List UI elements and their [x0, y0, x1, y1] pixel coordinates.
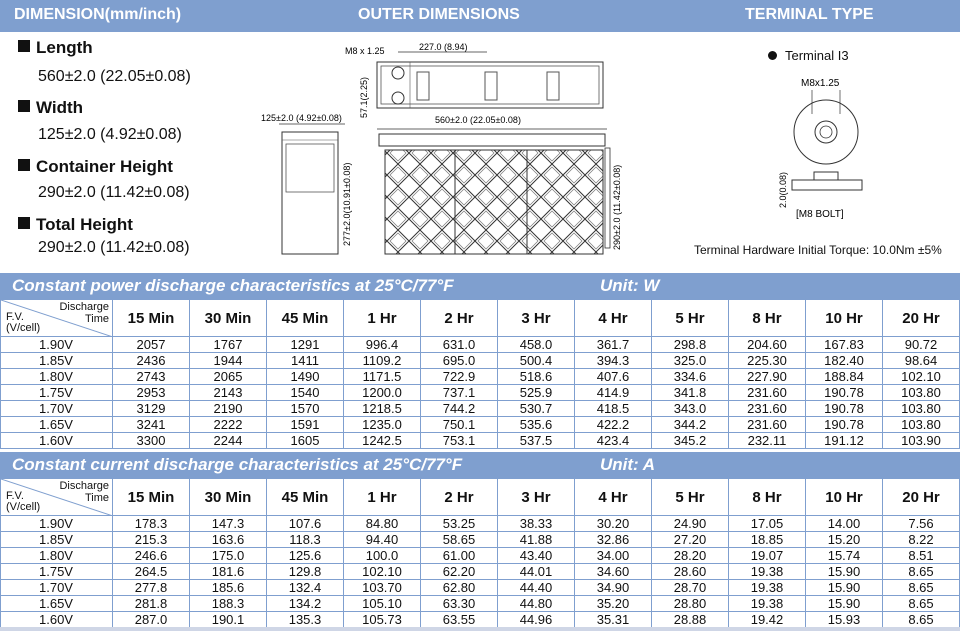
value-cell: 188.3	[190, 596, 267, 612]
value-cell: 105.73	[344, 612, 421, 628]
power-discharge-table	[0, 299, 960, 449]
value-cell: 103.80	[883, 385, 960, 401]
value-cell: 181.6	[190, 564, 267, 580]
value-cell: 1944	[190, 353, 267, 369]
value-cell: 182.40	[806, 353, 883, 369]
value-cell: 15.74	[806, 548, 883, 564]
side-height-label: 277±2.0(10.91±0.08)	[342, 162, 352, 246]
table-row	[1, 353, 960, 369]
col-header: 30 Min	[190, 300, 267, 337]
value-cell: 35.20	[575, 596, 652, 612]
value-cell: 8.65	[883, 580, 960, 596]
value-cell: 1171.5	[344, 369, 421, 385]
final-voltage-cell: 1.85V	[1, 532, 113, 548]
bullet-square-icon	[18, 217, 30, 229]
terminal-height-label: 2.0(0.08)	[778, 171, 788, 208]
corner-discharge-time: Discharge Time	[59, 301, 109, 325]
value-cell: 103.80	[883, 417, 960, 433]
total-height-label: Total Height	[18, 215, 133, 235]
value-cell: 34.60	[575, 564, 652, 580]
current-discharge-table	[0, 478, 960, 628]
value-cell: 264.5	[113, 564, 190, 580]
final-voltage-cell: 1.75V	[1, 564, 113, 580]
width-value: 125±2.0 (4.92±0.08)	[38, 126, 182, 143]
container-height-label: Container Height	[18, 157, 173, 177]
current-table-title: Constant current discharge characteristics at 25°C/77°F	[12, 455, 463, 474]
value-cell: 231.60	[729, 401, 806, 417]
value-cell: 19.38	[729, 564, 806, 580]
value-cell: 135.3	[267, 612, 344, 628]
col-header: 8 Hr	[729, 479, 806, 516]
final-voltage-cell: 1.75V	[1, 385, 113, 401]
value-cell: 8.65	[883, 612, 960, 628]
value-cell: 325.0	[652, 353, 729, 369]
value-cell: 84.80	[344, 516, 421, 532]
value-cell: 30.20	[575, 516, 652, 532]
power-table-header	[0, 273, 960, 299]
value-cell: 19.07	[729, 548, 806, 564]
total-height-value: 290±2.0 (11.42±0.08)	[38, 239, 190, 256]
value-cell: 44.80	[498, 596, 575, 612]
value-cell: 361.7	[575, 337, 652, 353]
value-cell: 1200.0	[344, 385, 421, 401]
top-view	[345, 42, 603, 118]
value-cell: 53.25	[421, 516, 498, 532]
col-header: 15 Min	[113, 300, 190, 337]
value-cell: 1109.2	[344, 353, 421, 369]
value-cell: 185.6	[190, 580, 267, 596]
value-cell: 167.83	[806, 337, 883, 353]
col-header: 1 Hr	[344, 479, 421, 516]
table-row	[1, 580, 960, 596]
power-table-unit: Unit: W	[600, 276, 660, 295]
value-cell: 530.7	[498, 401, 575, 417]
value-cell: 341.8	[652, 385, 729, 401]
value-cell: 1218.5	[344, 401, 421, 417]
value-cell: 500.4	[498, 353, 575, 369]
value-cell: 178.3	[113, 516, 190, 532]
value-cell: 225.30	[729, 353, 806, 369]
value-cell: 41.88	[498, 532, 575, 548]
current-table-unit: Unit: A	[600, 455, 656, 474]
value-cell: 525.9	[498, 385, 575, 401]
bullet-square-icon	[18, 40, 30, 52]
value-cell: 105.10	[344, 596, 421, 612]
length-label: Length	[18, 38, 93, 58]
bullet-square-icon	[18, 159, 30, 171]
value-cell: 537.5	[498, 433, 575, 449]
value-cell: 15.93	[806, 612, 883, 628]
dimension-list	[0, 32, 250, 270]
value-cell: 277.8	[113, 580, 190, 596]
col-header: 3 Hr	[498, 479, 575, 516]
col-header: 20 Hr	[883, 479, 960, 516]
width-dimension-label: 125±2.0 (4.92±0.08)	[261, 113, 342, 123]
value-cell: 394.3	[575, 353, 652, 369]
value-cell: 1411	[267, 353, 344, 369]
col-header: 10 Hr	[806, 300, 883, 337]
value-cell: 737.1	[421, 385, 498, 401]
value-cell: 62.20	[421, 564, 498, 580]
terminal-thread-label: M8x1.25	[801, 78, 840, 89]
value-cell: 1570	[267, 401, 344, 417]
final-voltage-cell: 1.60V	[1, 433, 113, 449]
value-cell: 15.90	[806, 564, 883, 580]
value-cell: 3300	[113, 433, 190, 449]
value-cell: 44.01	[498, 564, 575, 580]
table-row	[1, 433, 960, 449]
value-cell: 28.70	[652, 580, 729, 596]
value-cell: 535.6	[498, 417, 575, 433]
value-cell: 3129	[113, 401, 190, 417]
value-cell: 100.0	[344, 548, 421, 564]
length-dimension-label: 560±2.0 (22.05±0.08)	[435, 115, 521, 125]
value-cell: 102.10	[883, 369, 960, 385]
value-cell: 102.10	[344, 564, 421, 580]
corner-fv: F.V. (V/cell)	[6, 311, 41, 334]
value-cell: 15.90	[806, 580, 883, 596]
dimension-heading: DIMENSION(mm/inch)	[14, 6, 182, 23]
bolt-size-label: M8 x 1.25	[345, 46, 385, 56]
value-cell: 190.78	[806, 401, 883, 417]
value-cell: 281.8	[113, 596, 190, 612]
value-cell: 8.65	[883, 564, 960, 580]
table-row	[1, 369, 960, 385]
front-height-label: 290±2.0 (11.42±0.08)	[612, 164, 622, 250]
width-label: Width	[18, 98, 83, 118]
final-voltage-cell: 1.65V	[1, 417, 113, 433]
value-cell: 1235.0	[344, 417, 421, 433]
value-cell: 753.1	[421, 433, 498, 449]
final-voltage-cell: 1.80V	[1, 369, 113, 385]
final-voltage-cell: 1.70V	[1, 401, 113, 417]
value-cell: 334.6	[652, 369, 729, 385]
value-cell: 90.72	[883, 337, 960, 353]
value-cell: 422.2	[575, 417, 652, 433]
value-cell: 695.0	[421, 353, 498, 369]
outer-dimensions-heading: OUTER DIMENSIONS	[358, 6, 520, 23]
value-cell: 343.0	[652, 401, 729, 417]
table-row	[1, 401, 960, 417]
value-cell: 2143	[190, 385, 267, 401]
value-cell: 19.38	[729, 596, 806, 612]
value-cell: 1291	[267, 337, 344, 353]
value-cell: 118.3	[267, 532, 344, 548]
final-voltage-cell: 1.90V	[1, 337, 113, 353]
value-cell: 175.0	[190, 548, 267, 564]
value-cell: 63.55	[421, 612, 498, 628]
value-cell: 63.30	[421, 596, 498, 612]
value-cell: 103.70	[344, 580, 421, 596]
final-voltage-cell: 1.85V	[1, 353, 113, 369]
value-cell: 1605	[267, 433, 344, 449]
terminal-spacing-label: 227.0 (8.94)	[419, 42, 468, 52]
col-header: 45 Min	[267, 479, 344, 516]
value-cell: 2953	[113, 385, 190, 401]
value-cell: 190.1	[190, 612, 267, 628]
bottom-strip	[0, 627, 960, 631]
terminal-offset-label: 57.1(2.25)	[359, 76, 369, 118]
torque-note: Terminal Hardware Initial Torque: 10.0Nm ±5%	[694, 243, 942, 257]
power-table-title: Constant power discharge characteristics at 25°C/77°F	[12, 276, 454, 295]
value-cell: 414.9	[575, 385, 652, 401]
col-header: 3 Hr	[498, 300, 575, 337]
col-header: 20 Hr	[883, 300, 960, 337]
table-row	[1, 612, 960, 628]
col-header: 1 Hr	[344, 300, 421, 337]
terminal-drawing	[770, 72, 880, 232]
value-cell: 231.60	[729, 417, 806, 433]
value-cell: 191.12	[806, 433, 883, 449]
final-voltage-cell: 1.65V	[1, 596, 113, 612]
value-cell: 17.05	[729, 516, 806, 532]
final-voltage-cell: 1.90V	[1, 516, 113, 532]
value-cell: 58.65	[421, 532, 498, 548]
value-cell: 287.0	[113, 612, 190, 628]
table-row	[1, 596, 960, 612]
value-cell: 107.6	[267, 516, 344, 532]
front-view	[377, 115, 622, 254]
value-cell: 35.31	[575, 612, 652, 628]
value-cell: 2222	[190, 417, 267, 433]
value-cell: 28.20	[652, 548, 729, 564]
value-cell: 61.00	[421, 548, 498, 564]
outer-dimensions-drawing	[255, 32, 685, 270]
col-header: 2 Hr	[421, 479, 498, 516]
corner-fv: F.V. (V/cell)	[6, 490, 41, 513]
value-cell: 125.6	[267, 548, 344, 564]
col-header: 8 Hr	[729, 300, 806, 337]
value-cell: 2190	[190, 401, 267, 417]
value-cell: 163.6	[190, 532, 267, 548]
terminal-type-heading: TERMINAL TYPE	[745, 6, 874, 23]
col-header: 10 Hr	[806, 479, 883, 516]
value-cell: 27.20	[652, 532, 729, 548]
table-row	[1, 548, 960, 564]
value-cell: 423.4	[575, 433, 652, 449]
value-cell: 344.2	[652, 417, 729, 433]
value-cell: 1591	[267, 417, 344, 433]
value-cell: 190.78	[806, 417, 883, 433]
value-cell: 2436	[113, 353, 190, 369]
table-corner-cell	[1, 479, 113, 516]
value-cell: 744.2	[421, 401, 498, 417]
value-cell: 345.2	[652, 433, 729, 449]
value-cell: 2065	[190, 369, 267, 385]
bullet-square-icon	[18, 100, 30, 112]
value-cell: 3241	[113, 417, 190, 433]
col-header: 4 Hr	[575, 479, 652, 516]
value-cell: 2244	[190, 433, 267, 449]
value-cell: 8.51	[883, 548, 960, 564]
value-cell: 34.00	[575, 548, 652, 564]
value-cell: 7.56	[883, 516, 960, 532]
value-cell: 28.80	[652, 596, 729, 612]
value-cell: 190.78	[806, 385, 883, 401]
current-table-header	[0, 452, 960, 478]
col-header: 45 Min	[267, 300, 344, 337]
value-cell: 94.40	[344, 532, 421, 548]
value-cell: 18.85	[729, 532, 806, 548]
terminal-bolt-label: [M8 BOLT]	[796, 209, 844, 220]
table-row	[1, 516, 960, 532]
value-cell: 227.90	[729, 369, 806, 385]
final-voltage-cell: 1.60V	[1, 612, 113, 628]
value-cell: 34.90	[575, 580, 652, 596]
value-cell: 1767	[190, 337, 267, 353]
terminal-panel	[690, 32, 960, 270]
value-cell: 1490	[267, 369, 344, 385]
value-cell: 32.86	[575, 532, 652, 548]
col-header: 5 Hr	[652, 300, 729, 337]
col-header: 5 Hr	[652, 479, 729, 516]
length-value: 560±2.0 (22.05±0.08)	[38, 68, 191, 85]
table-row	[1, 337, 960, 353]
value-cell: 24.90	[652, 516, 729, 532]
table-row	[1, 385, 960, 401]
bullet-dot-icon	[768, 51, 777, 60]
final-voltage-cell: 1.80V	[1, 548, 113, 564]
value-cell: 418.5	[575, 401, 652, 417]
col-header: 30 Min	[190, 479, 267, 516]
col-header: 4 Hr	[575, 300, 652, 337]
value-cell: 14.00	[806, 516, 883, 532]
value-cell: 8.65	[883, 596, 960, 612]
value-cell: 2743	[113, 369, 190, 385]
value-cell: 44.96	[498, 612, 575, 628]
value-cell: 103.80	[883, 401, 960, 417]
value-cell: 44.40	[498, 580, 575, 596]
value-cell: 43.40	[498, 548, 575, 564]
value-cell: 1242.5	[344, 433, 421, 449]
value-cell: 298.8	[652, 337, 729, 353]
value-cell: 28.60	[652, 564, 729, 580]
value-cell: 8.22	[883, 532, 960, 548]
value-cell: 129.8	[267, 564, 344, 580]
value-cell: 15.20	[806, 532, 883, 548]
col-header: 2 Hr	[421, 300, 498, 337]
value-cell: 188.84	[806, 369, 883, 385]
table-row	[1, 532, 960, 548]
value-cell: 132.4	[267, 580, 344, 596]
value-cell: 98.64	[883, 353, 960, 369]
value-cell: 28.88	[652, 612, 729, 628]
col-header: 15 Min	[113, 479, 190, 516]
value-cell: 722.9	[421, 369, 498, 385]
value-cell: 19.38	[729, 580, 806, 596]
value-cell: 458.0	[498, 337, 575, 353]
value-cell: 1540	[267, 385, 344, 401]
value-cell: 134.2	[267, 596, 344, 612]
value-cell: 147.3	[190, 516, 267, 532]
top-header-bar	[0, 0, 960, 32]
value-cell: 631.0	[421, 337, 498, 353]
table-row	[1, 564, 960, 580]
value-cell: 246.6	[113, 548, 190, 564]
value-cell: 38.33	[498, 516, 575, 532]
value-cell: 19.42	[729, 612, 806, 628]
table-corner-cell	[1, 300, 113, 337]
value-cell: 204.60	[729, 337, 806, 353]
value-cell: 518.6	[498, 369, 575, 385]
value-cell: 750.1	[421, 417, 498, 433]
value-cell: 407.6	[575, 369, 652, 385]
side-view	[261, 113, 352, 254]
value-cell: 232.11	[729, 433, 806, 449]
value-cell: 2057	[113, 337, 190, 353]
value-cell: 231.60	[729, 385, 806, 401]
terminal-title: Terminal I3	[768, 48, 849, 63]
container-height-value: 290±2.0 (11.42±0.08)	[38, 184, 190, 201]
value-cell: 62.80	[421, 580, 498, 596]
corner-discharge-time: Discharge Time	[59, 480, 109, 504]
value-cell: 15.90	[806, 596, 883, 612]
value-cell: 996.4	[344, 337, 421, 353]
value-cell: 215.3	[113, 532, 190, 548]
table-row	[1, 417, 960, 433]
final-voltage-cell: 1.70V	[1, 580, 113, 596]
value-cell: 103.90	[883, 433, 960, 449]
